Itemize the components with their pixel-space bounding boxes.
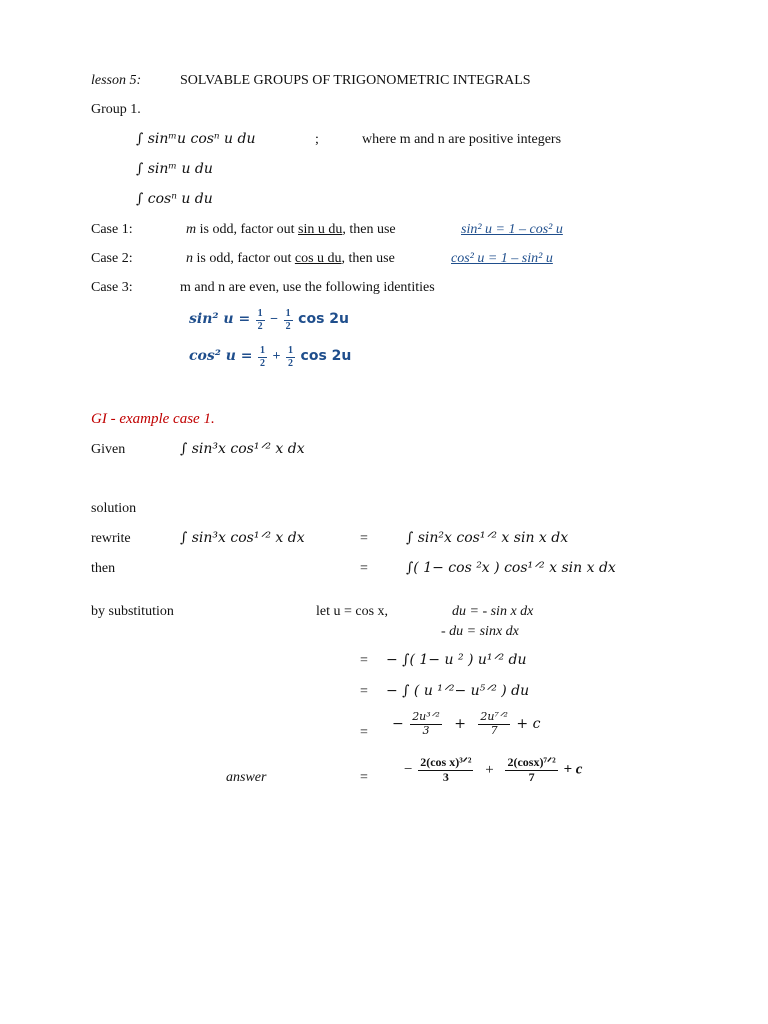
then-rhs: ∫( 1− cos ²x ) cos¹ᐟ² x sin x dx bbox=[406, 560, 616, 576]
substitution-du-2: - du = sinx dx bbox=[441, 624, 519, 639]
case-2-factor: cos u du bbox=[294, 251, 342, 266]
case-1-factor: sin u du bbox=[298, 222, 343, 237]
identity-cos-cos2u: cos 2u bbox=[300, 348, 352, 365]
case-2-text-b: , then use bbox=[341, 251, 395, 266]
answer-tail: + c bbox=[563, 761, 583, 778]
group-formula-3: ∫ cosⁿ u du bbox=[136, 191, 213, 207]
identity-cos-frac-2: $\frac{1}{2}$ bbox=[288, 345, 294, 369]
identity-sin-op: − bbox=[270, 312, 279, 328]
page-title: SOLVABLE GROUPS OF TRIGONOMETRIC INTEGRALS bbox=[180, 73, 531, 88]
example-heading: GI - example case 1. bbox=[91, 411, 215, 427]
rewrite-lhs: ∫ sin³x cos¹ᐟ² x dx bbox=[180, 530, 305, 546]
identity-sin-frac-2: $\frac{1}{2}$ bbox=[285, 308, 291, 332]
identity-cos bbox=[189, 345, 351, 369]
identity-sin bbox=[189, 308, 349, 332]
case-2-text bbox=[186, 251, 395, 267]
answer bbox=[404, 756, 582, 785]
case-2-var: n bbox=[186, 251, 193, 266]
rewrite-rhs: ∫ sin²x cos¹ᐟ² x sin x dx bbox=[406, 530, 569, 546]
answer-label: answer bbox=[226, 770, 267, 785]
case-1-text bbox=[186, 222, 396, 238]
answer-lead: − bbox=[404, 761, 413, 778]
identity-sin-cos2u: cos 2u bbox=[298, 311, 349, 328]
group-semicolon: ; bbox=[315, 132, 319, 147]
step-3-frac-2: $\frac{\text{2u⁷ᐟ²}}{7}$ bbox=[480, 710, 508, 737]
substitution-label: by substitution bbox=[91, 604, 174, 619]
answer-frac-2: $\frac{\text{2(cosx)⁷ᐟ²}}{7}$ bbox=[507, 755, 556, 784]
answer-plus: + bbox=[485, 761, 494, 778]
identity-cos-frac-1: $\frac{1}{2}$ bbox=[260, 345, 266, 369]
identity-sin-frac-1: $\frac{1}{2}$ bbox=[257, 308, 263, 332]
identity-cos-op: + bbox=[272, 349, 281, 365]
answer-eq: = bbox=[360, 770, 368, 785]
substitution-let: let u = cos x, bbox=[316, 604, 389, 619]
case-1-text-a: is odd, factor out bbox=[196, 222, 298, 237]
identity-sin-lhs: sin² u = bbox=[189, 311, 251, 328]
group-label: Group 1. bbox=[91, 102, 141, 117]
case-3-label: Case 3: bbox=[91, 280, 133, 295]
case-1-label: Case 1: bbox=[91, 222, 133, 237]
step-3-frac-1: $\frac{\text{2u³ᐟ²}}{3}$ bbox=[412, 710, 440, 737]
answer-frac-1: $\frac{\text{2(cos x)³ᐟ²}}{3}$ bbox=[420, 755, 472, 784]
case-2-label: Case 2: bbox=[91, 251, 133, 266]
step-3-lead: − bbox=[392, 716, 404, 733]
case-1-identity: sin² u = 1 – cos² u bbox=[461, 222, 563, 237]
identity-cos-lhs: cos² u = bbox=[189, 348, 253, 365]
step-3 bbox=[392, 711, 540, 737]
then-eq: = bbox=[360, 561, 368, 576]
then-label: then bbox=[91, 561, 116, 576]
substitution-du-1: du = - sin x dx bbox=[452, 604, 534, 619]
given-integral: ∫ sin³x cos¹ᐟ² x dx bbox=[180, 441, 305, 457]
case-3-text: m and n are even, use the following identities bbox=[180, 280, 435, 295]
step-3-eq: = bbox=[360, 725, 368, 740]
case-2-identity: cos² u = 1 – sin² u bbox=[451, 251, 553, 266]
rewrite-eq: = bbox=[360, 531, 368, 546]
case-1-text-b: , then use bbox=[342, 222, 396, 237]
lesson-label: lesson 5: bbox=[91, 73, 142, 88]
case-1-var: m bbox=[186, 222, 197, 237]
group-formula-1: ∫ sinᵐu cosⁿ u du bbox=[136, 131, 256, 147]
solution-label: solution bbox=[91, 501, 137, 516]
step-2: − ∫ ( u ¹ᐟ²− u⁵ᐟ² ) du bbox=[386, 683, 530, 699]
step-1: − ∫( 1− u ² ) u¹ᐟ² du bbox=[386, 652, 527, 668]
step-1-eq: = bbox=[360, 653, 368, 668]
case-2-text-a: is odd, factor out bbox=[193, 251, 295, 266]
step-2-eq: = bbox=[360, 684, 368, 699]
step-3-tail: + c bbox=[516, 716, 541, 733]
step-3-plus: + bbox=[454, 716, 466, 733]
rewrite-label: rewrite bbox=[91, 531, 131, 546]
given-label: Given bbox=[91, 442, 126, 457]
group-formula-2: ∫ sinᵐ u du bbox=[136, 161, 213, 177]
group-note: where m and n are positive integers bbox=[362, 132, 562, 147]
